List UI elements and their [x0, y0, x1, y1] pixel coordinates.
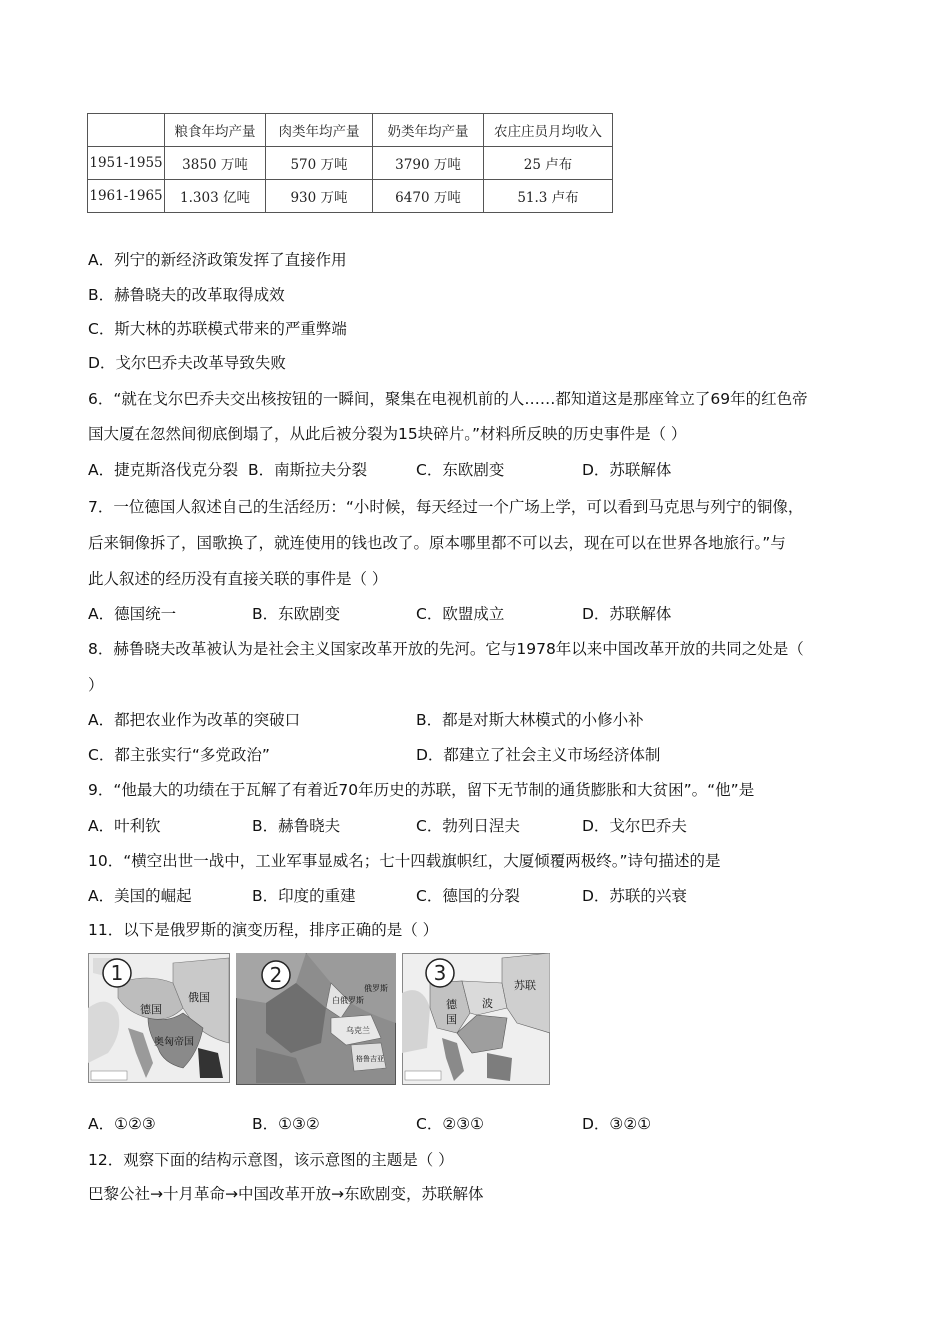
q5-option-a: A．列宁的新经济政策发挥了直接作用: [88, 251, 347, 269]
q10-option-b: B．印度的重建: [252, 887, 356, 905]
map-2-number: 2: [269, 963, 283, 987]
q5-option-b: B．赫鲁晓夫的改革取得成效: [88, 286, 285, 304]
q7-stem-line3: 此人叙述的经历没有直接关联的事件是（ ）: [88, 570, 388, 588]
table-row: [88, 180, 613, 213]
q9-option-b: B．赫鲁晓夫: [252, 817, 341, 835]
q7-option-a: A．德国统一: [88, 605, 177, 623]
table-header-cell: 粮食年均产量: [165, 114, 266, 147]
q9-option-a: A．叶利钦: [88, 817, 161, 835]
q5-option-c: C．斯大林的苏联模式带来的严重弊端: [88, 320, 347, 338]
map-1-label: 德国: [140, 1003, 162, 1016]
q6-stem-line2: 国大厦在忽然间彻底倒塌了，从此后被分裂为15块碎片。”材料所反映的历史事件是（ ）: [88, 425, 687, 443]
map-3-label: 波: [482, 997, 493, 1010]
table-cell: 1951-1955: [88, 147, 165, 180]
map-3-label: 国: [446, 1013, 457, 1026]
q11-option-c: C．②③①: [416, 1115, 485, 1133]
q8-option-b: B．都是对斯大林模式的小修小补: [416, 711, 644, 729]
q9-option-c: C．勃列日涅夫: [416, 817, 520, 835]
table-cell: 570 万吨: [266, 147, 373, 180]
map-3-number: 3: [433, 961, 447, 985]
q11-stem: 11．以下是俄罗斯的演变历程，排序正确的是（ ）: [88, 921, 439, 939]
soviet-production-table: [87, 113, 613, 213]
table-cell: 3850 万吨: [165, 147, 266, 180]
map-2-label: 乌克兰: [346, 1026, 370, 1035]
q7-option-c: C．欧盟成立: [416, 605, 505, 623]
q10-option-d: D．苏联的兴衰: [582, 887, 687, 905]
q8-option-a: A．都把农业作为改革的突破口: [88, 711, 301, 729]
q10-stem: 10．“横空出世一战中，工业军事显威名；七十四载旗帜红，大厦倾覆两极终。”诗句描述的是: [88, 852, 721, 870]
table-cell: 930 万吨: [266, 180, 373, 213]
q12-stem: 12．观察下面的结构示意图，该示意图的主题是（ ）: [88, 1151, 454, 1169]
table-header-cell: 农庄庄员月均收入: [484, 114, 613, 147]
table-cell: 3790 万吨: [373, 147, 484, 180]
map-1-label: 俄国: [188, 991, 210, 1004]
q10-option-c: C．德国的分裂: [416, 887, 520, 905]
q6-option-d: D．苏联解体: [582, 461, 672, 479]
q7-option-d: D．苏联解体: [582, 605, 672, 623]
q8-option-d: D．都建立了社会主义市场经济体制: [416, 746, 661, 764]
map-3-label: 苏联: [514, 979, 536, 992]
q11-option-b: B．①③②: [252, 1115, 320, 1133]
q8-stem-line2: ）: [88, 676, 104, 694]
table-cell: 1961-1965: [88, 180, 165, 213]
map-1-image: [88, 953, 230, 1083]
map-3-label: 德: [446, 998, 457, 1011]
q7-option-b: B．东欧剧变: [252, 605, 341, 623]
q6-option-b: B．南斯拉夫分裂: [248, 461, 368, 479]
map-1-label: 奥匈帝国: [154, 1037, 194, 1048]
map-3-image: [402, 953, 550, 1085]
table-header-cell: 肉类年均产量: [266, 114, 373, 147]
q6-option-a: A．捷克斯洛伐克分裂: [88, 461, 239, 479]
table-cell: 25 卢布: [484, 147, 613, 180]
q12-diagram-text: 巴黎公社→十月革命→中国改革开放→东欧剧变，苏联解体: [88, 1185, 484, 1203]
table-header-cell: 奶类年均产量: [373, 114, 484, 147]
q7-stem-line2: 后来铜像拆了，国歌换了，就连使用的钱也改了。原本哪里都不可以去，现在可以在世界各地旅行。”与: [88, 534, 786, 552]
table-cell: 51.3 卢布: [484, 180, 613, 213]
table-cell: 1.303 亿吨: [165, 180, 266, 213]
q8-stem-line1: 8．赫鲁晓夫改革被认为是社会主义国家改革开放的先河。它与1978年以来中国改革开放的共同之处是（: [88, 640, 804, 658]
map-1-number: 1: [110, 961, 124, 985]
q9-stem: 9．“他最大的功绩在于瓦解了有着近70年历史的苏联，留下无节制的通货膨胀和大贫困”。“他”是: [88, 781, 755, 799]
table-row: [88, 147, 613, 180]
map-2-label: 俄罗斯: [364, 984, 388, 993]
q6-option-c: C．东欧剧变: [416, 461, 505, 479]
map-2-label: 白俄罗斯: [332, 996, 364, 1005]
table-header-row: [88, 114, 613, 147]
table-header-cell: [88, 114, 165, 147]
map-2-image: [236, 953, 396, 1085]
q11-option-d: D．③②①: [582, 1115, 652, 1133]
q6-stem-line1: 6．“就在戈尔巴乔夫交出核按钮的一瞬间，聚集在电视机前的人……都知道这是那座耸立了69年的红色帝: [88, 390, 808, 408]
table-cell: 6470 万吨: [373, 180, 484, 213]
q7-stem-line1: 7．一位德国人叙述自己的生活经历：“小时候，每天经过一个广场上学，可以看到马克思与列宁的铜像，: [88, 498, 804, 516]
q5-option-d: D．戈尔巴乔夫改革导致失败: [88, 354, 286, 372]
q9-option-d: D．戈尔巴乔夫: [582, 817, 687, 835]
map-2-label: 格鲁吉亚: [356, 1055, 384, 1063]
q8-option-c: C．都主张实行“多党政治”: [88, 746, 270, 764]
q11-option-a: A．①②③: [88, 1115, 156, 1133]
q10-option-a: A．美国的崛起: [88, 887, 192, 905]
